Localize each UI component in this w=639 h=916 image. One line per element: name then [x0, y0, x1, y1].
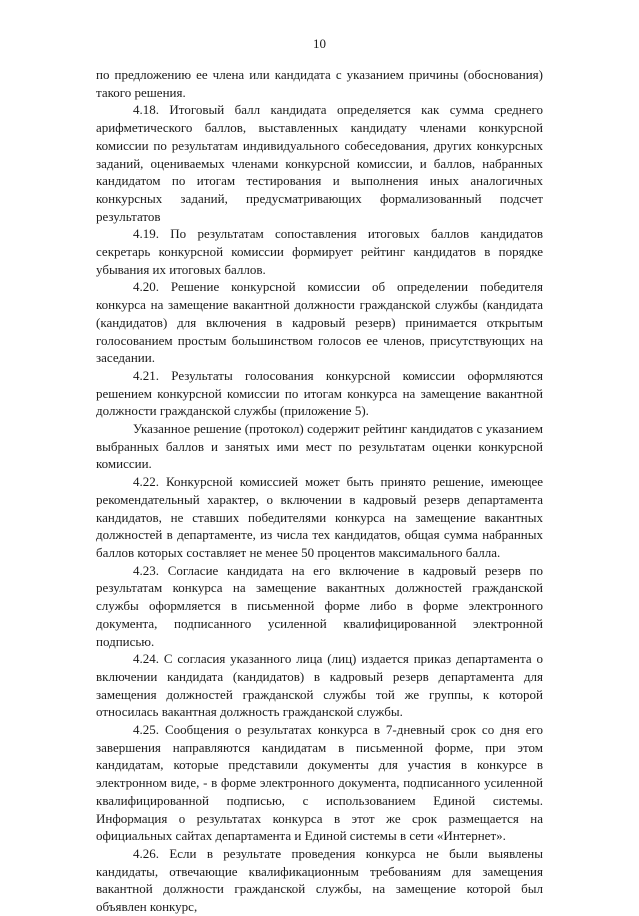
page-number: 10 [313, 36, 326, 51]
paragraph: по предложению ее члена или кандидата с указанием причины (обоснования) такого решения. [96, 67, 543, 100]
paragraph: 4.19. По результатам сопоставления итоговых баллов кандидатов секретарь конкурсной комиссии формирует рейтинг кандидатов в порядке убывания их итоговых баллов. [96, 226, 543, 277]
paragraph: 4.26. Если в результате проведения конкурса не были выявлены кандидаты, отвечающие квалификационным требованиям для замещения вакантной должности гражданской службы, на замещение которой был объявлен конкурс, [96, 845, 543, 915]
paragraph: 4.21. Результаты голосования конкурсной комиссии оформляются решением конкурсной комиссии по итогам конкурса на замещение вакантной должности гражданской службы (приложение 5). [96, 367, 543, 419]
paragraph: Указанное решение (протокол) содержит рейтинг кандидатов с указанием выбранных баллов и занятых ими мест по результатам оценки конкурсной комиссии. [96, 421, 543, 472]
paragraph: 4.23. Согласие кандидата на его включение в кадровый резерв по результатам конкурса на замещение вакантных должностей гражданской службы оформляется в письменной форме либо в форме электронного документа, подписанного усиленной квалифицированной электронной подписью. [96, 562, 543, 649]
paragraph: 4.22. Конкурсной комиссией может быть принято решение, имеющее рекомендательный характер, о включении в кадровый резерв департамента кандидатов, не ставших победителями конкурса на замещение вакантных должностей в департаменте, из числа тех кандидатов, общая сумма набранных баллов которых составляет не менее 50 процентов максимального балла. [96, 474, 543, 560]
paragraph: 4.20. Решение конкурсной комиссии об определении победителя конкурса на замещение вакантной должности гражданской службы (кандидата (кандидатов) для включения в кадровый резерв) принимается открытым голосованием простым большинством голосов ее членов, присутствующих на заседании. [96, 279, 543, 366]
paragraph: 4.18. Итоговый балл кандидата определяется как сумма среднего арифметического баллов, выставленных кандидату членами конкурсной комиссии по результатам индивидуального собеседования, других конкурсных заданий, оцениваемых членами конкурсной комиссии, и баллов, набранных кандидатом по итогам тестирования и выполнения иных аналогичных конкурсных заданий, предусматривающих формализованный подсчет результатов [96, 102, 543, 224]
body-text [96, 66, 543, 916]
paragraph: 4.24. С согласия указанного лица (лиц) издается приказ департамента о включении кандидата (кандидатов) в кадровый резерв департамента для замещения должностей гражданской службы той же группы, к которой относилась вакантная должность гражданской службы. [96, 651, 543, 720]
paragraph: 4.25. Сообщения о результатах конкурса в 7-дневный срок со дня его завершения направляются кандидатам в письменной форме, при этом кандидатам, которые представили документы для участия в конкурсе в электронном виде, - в форме электронного документа, подписанного усиленной квалифицированной подписью, с использованием Единой системы. Информация о результатах конкурса в этот же срок размещается на официальных сайтах департамента и Единой системы в сети «Интернет». [96, 722, 543, 844]
